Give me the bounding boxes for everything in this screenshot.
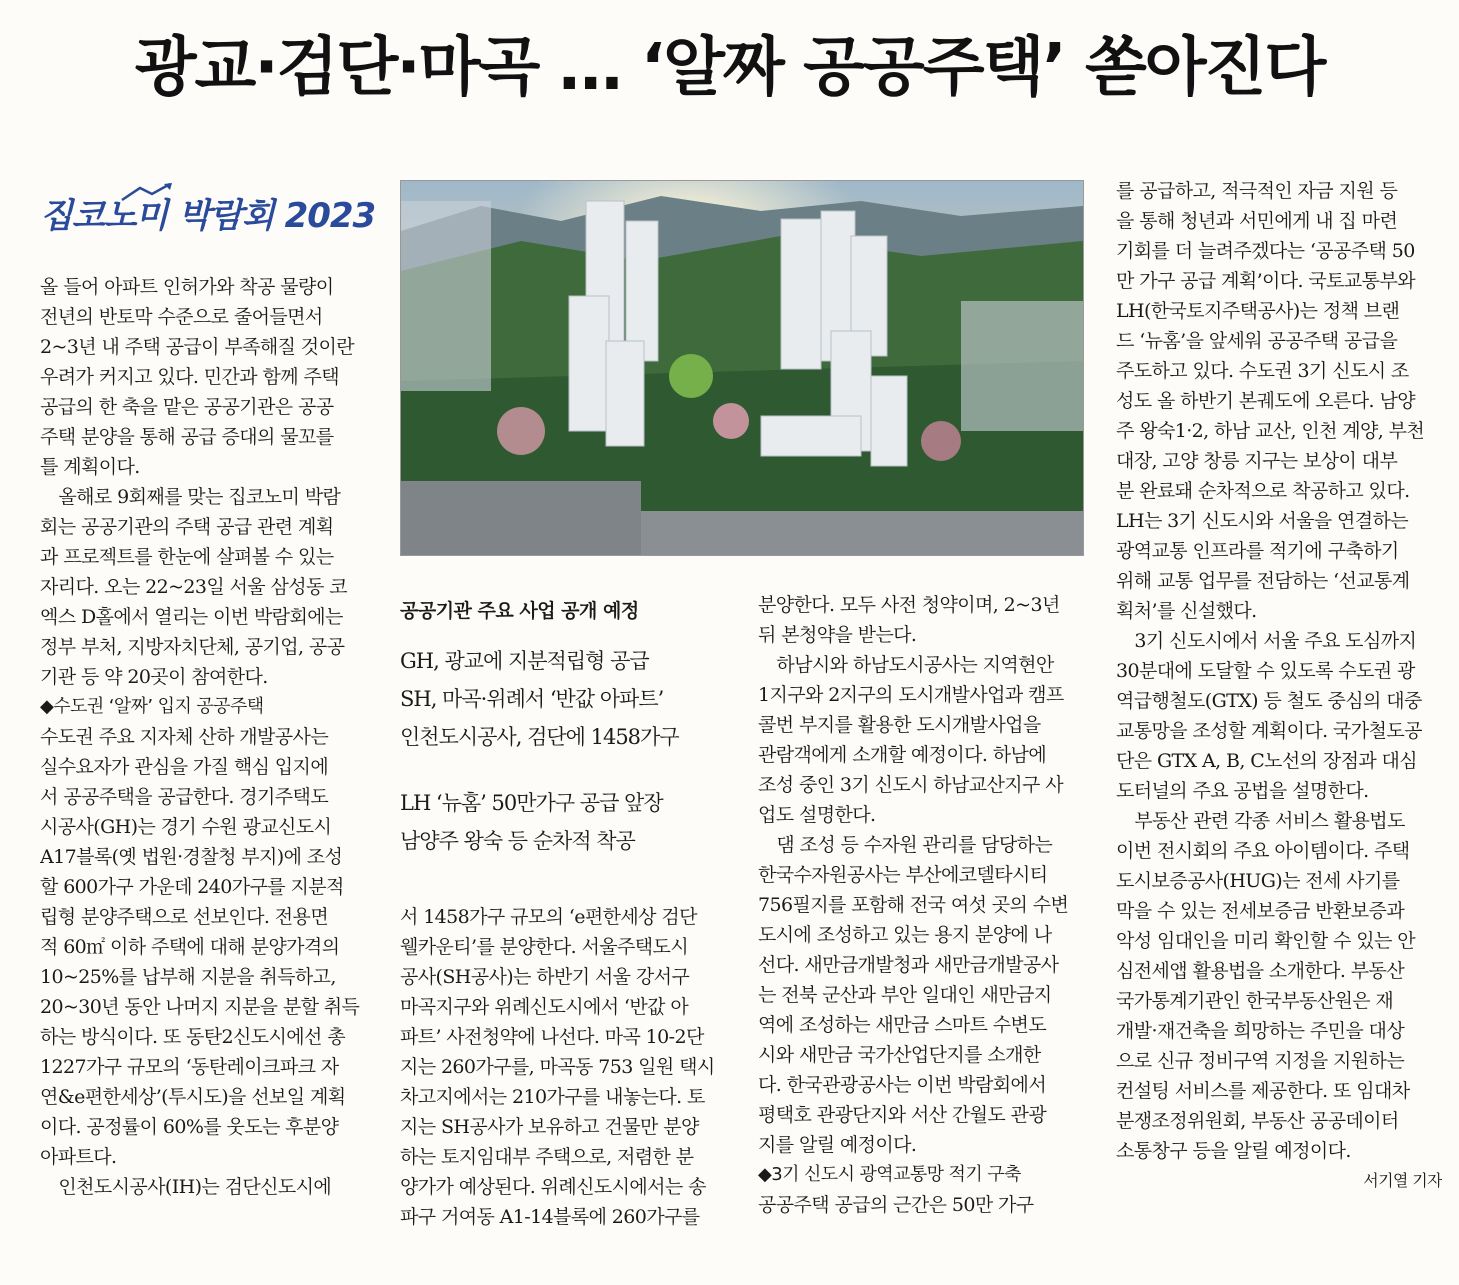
article-line: 수도권 주요 지자체 산하 개발공사는: [40, 726, 329, 748]
article-line: 역급행철도(GTX) 등 철도 중심의 대중: [1116, 690, 1422, 712]
article-line: 할 600가구 가운데 240가구를 지분적: [40, 876, 344, 898]
article-line: 주도하고 있다. 수도권 3기 신도시 조: [1116, 360, 1409, 382]
article-line: 한국수자원공사는 부산에코델타시티: [758, 864, 1048, 886]
article-line: 파트’ 사전청약에 나선다. 마곡 10-2단: [400, 1026, 704, 1048]
article-column-2: [400, 902, 728, 1232]
article-line: 틀 계획이다.: [40, 456, 140, 478]
article-line: 주택 분양을 통해 공급 증대의 물꼬를: [40, 426, 334, 448]
article-line: 선다. 새만금개발청과 새만금개발공사: [758, 954, 1059, 976]
article-line: 소통창구 등을 알릴 예정이다.: [1116, 1140, 1351, 1162]
article-line: 올 들어 아파트 인허가와 착공 물량이: [40, 276, 334, 298]
article-line: 1지구와 2지구의 도시개발사업과 캠프: [758, 684, 1064, 706]
article-line: 컨설팅 서비스를 제공한다. 또 임대차: [1116, 1080, 1410, 1102]
article-line: 을 통해 청년과 서민에게 내 집 마련: [1116, 210, 1398, 232]
article-line: 이다. 공정률이 60%를 웃도는 후분양: [40, 1116, 339, 1138]
article-line: 광역교통 인프라를 적기에 구축하기: [1116, 540, 1399, 562]
article-line: 관람객에게 소개할 예정이다. 하남에: [758, 744, 1047, 766]
article-line: 차고지에서는 210가구를 내놓는다. 토: [400, 1086, 705, 1108]
article-line: 를 공급하고, 적극적인 자금 지원 등: [1116, 180, 1398, 202]
article-line: 개발·재건축을 희망하는 주민을 대상: [1116, 1020, 1405, 1042]
article-line: 역에 조성하는 새만금 스마트 수변도: [758, 1014, 1047, 1036]
section-heading: ◆수도권 ‘알짜’ 입지 공공주택: [40, 696, 264, 717]
article-line: 기관 등 약 20곳이 참여한다.: [40, 666, 268, 688]
headline: 광교·검단·마곡 … ‘알짜 공공주택’ 쏟아진다: [134, 31, 1325, 105]
article-line: 위해 교통 업무를 전담하는 ‘선교통계: [1116, 570, 1410, 592]
article-line: 지는 SH공사가 보유하고 건물만 분양: [400, 1116, 699, 1138]
article-line: 파구 거여동 A1-14블록에 260가구를: [400, 1206, 700, 1228]
article-line: 적 60㎡ 이하 주택에 대해 분양가격의: [40, 936, 340, 958]
article-line: 아파트다.: [40, 1146, 117, 1168]
article-line: 심전세앱 활용법을 소개한다. 부동산: [1116, 960, 1405, 982]
series-logo-text: 집코노미 박람회 2023: [40, 196, 376, 236]
article-line: 주 왕숙1·2, 하남 교산, 인천 계양, 부천: [1116, 420, 1425, 442]
subhead-line: LH ‘뉴홈’ 50만가구 공급 앞장: [400, 791, 663, 815]
article-line: A17블록(옛 법원·경찰청 부지)에 조성: [40, 846, 343, 868]
article-line: 이번 전시회의 주요 아이템이다. 주택: [1116, 840, 1410, 862]
article-line: 공급의 한 축을 맡은 공공기관은 공공: [40, 396, 334, 418]
article-line: 평택호 관광단지와 서산 간월도 관광: [758, 1104, 1047, 1126]
article-line: 웰카운티’를 분양한다. 서울주택도시: [400, 936, 689, 958]
article-line: 기회를 더 늘려주겠다는 ‘공공주택 50: [1116, 240, 1415, 262]
article-line: 실수요자가 관심을 가질 핵심 입지에: [40, 756, 329, 778]
article-line: 뒤 본청약을 받는다.: [758, 624, 917, 646]
article-line: 지는 260가구를, 마곡동 753 일원 택시: [400, 1056, 715, 1078]
article-line: 악성 임대인을 미리 확인할 수 있는 안: [1116, 930, 1415, 952]
article-line: 회는 공공기관의 주택 공급 관련 계획: [40, 516, 334, 538]
subhead-line: 남양주 왕숙 등 순차적 착공: [400, 829, 635, 853]
subhead-line: SH, 마곡·위례서 ‘반값 아파트’: [400, 687, 664, 711]
article-line: 20~30년 동안 나머지 지분을 분할 취득: [40, 996, 360, 1018]
house-roof-icon: [120, 182, 180, 202]
article-line: LH는 3기 신도시와 서울을 연결하는: [1116, 510, 1409, 532]
article-line: 10~25%를 납부해 지분을 취득하고,: [40, 966, 336, 988]
article-line: 1227가구 규모의 ‘동탄레이크파크 자: [40, 1056, 339, 1078]
subheads-box: [400, 596, 740, 860]
article-column-4: [1116, 176, 1442, 1196]
article-line: 2~3년 내 주택 공급이 부족해질 것이란: [40, 336, 355, 358]
article-line: 30분대에 도달할 수 있도록 수도권 광: [1116, 660, 1415, 682]
subhead-line: 인천도시공사, 검단에 1458가구: [400, 725, 679, 749]
article-line: 756필지를 포함해 전국 여섯 곳의 수변: [758, 894, 1069, 916]
article-line: 드 ‘뉴홈’을 앞세워 공공주택 공급을: [1116, 330, 1398, 352]
article-line: 성도 올 하반기 본궤도에 오른다. 남양: [1116, 390, 1415, 412]
article-line: 양가가 예상된다. 위례신도시에서는 송: [400, 1176, 706, 1198]
article-line: 인천도시공사(IH)는 검단신도시에: [40, 1176, 332, 1198]
article-line: 과 프로젝트를 한눈에 살펴볼 수 있는: [40, 546, 334, 568]
article-line: 업도 설명한다.: [758, 804, 876, 826]
article-line: 올해로 9회째를 맞는 집코노미 박람: [40, 486, 341, 508]
article-line: 부동산 관련 각종 서비스 활용법도: [1116, 810, 1405, 832]
article-line: 국가통계기관인 한국부동산원은 재: [1116, 990, 1394, 1012]
article-column-1: [40, 272, 370, 1202]
article-line: 연&e편한세상’(투시도)을 선보일 계획: [40, 1086, 346, 1108]
article-line: 우려가 커지고 있다. 민간과 함께 주택: [40, 366, 339, 388]
article-line: 대장, 고양 창릉 지구는 보상이 대부: [1116, 450, 1398, 472]
article-line: LH(한국토지주택공사)는 정책 브랜: [1116, 300, 1400, 322]
article-line: 막을 수 있는 전세보증금 반환보증과: [1116, 900, 1405, 922]
article-line: 는 전북 군산과 부안 일대인 새만금지: [758, 984, 1052, 1006]
article-column-3: [758, 590, 1088, 1220]
article-line: 립형 분양주택으로 선보인다. 전용면: [40, 906, 329, 928]
article-line: 엑스 D홀에서 열리는 이번 박람회에는: [40, 606, 343, 628]
article-line: 지를 알릴 예정이다.: [758, 1134, 917, 1156]
series-logo: [40, 182, 376, 242]
article-line: 시공사(GH)는 경기 수원 광교신도시: [40, 816, 332, 838]
apartment-rendering-image: [400, 180, 1084, 556]
article-line: 시와 새만금 국가산업단지를 소개한: [758, 1044, 1041, 1066]
article-line: 공사(SH공사)는 하반기 서울 강서구: [400, 966, 690, 988]
article-line: 교통망을 조성할 계획이다. 국가철도공: [1116, 720, 1422, 742]
article-line: 도터널의 주요 공법을 설명한다.: [1116, 780, 1369, 802]
article-line: 3기 신도시에서 서울 주요 도심까지: [1116, 630, 1417, 652]
article-line: 마곡지구와 위례신도시에서 ‘반값 아: [400, 996, 689, 1018]
subhead-line: GH, 광교에 지분적립형 공급: [400, 649, 649, 673]
article-line: 댐 조성 등 수자원 관리를 담당하는: [758, 834, 1053, 856]
section-heading: ◆3기 신도시 광역교통망 적기 구축: [758, 1164, 1021, 1185]
article-line: 도시보증공사(HUG)는 전세 사기를: [1116, 870, 1400, 892]
article-line: 도시에 조성하고 있는 용지 분양에 나: [758, 924, 1052, 946]
article-line: 만 가구 공급 계획’이다. 국토교통부와: [1116, 270, 1415, 292]
article-line: 하는 토지임대부 주택으로, 저렴한 분: [400, 1146, 694, 1168]
article-line: 획처’를 신설했다.: [1116, 600, 1257, 622]
article-line: 단은 GTX A, B, C노선의 장점과 대심: [1116, 750, 1418, 772]
article-line: 공공주택 공급의 근간은 50만 가구: [758, 1194, 1034, 1216]
article-line: 분쟁조정위원회, 부동산 공공데이터: [1116, 1110, 1399, 1132]
article-line: 다. 한국관광공사는 이번 박람회에서: [758, 1074, 1047, 1096]
article-line: 하남시와 하남도시공사는 지역현안: [758, 654, 1054, 676]
article-line: 으로 신규 정비구역 지정을 지원하는: [1116, 1050, 1405, 1072]
article-line: 콜번 부지를 활용한 도시개발사업을: [758, 714, 1041, 736]
article-line: 자리다. 오는 22~23일 서울 삼성동 코: [40, 576, 347, 598]
article-line: 분양한다. 모두 사전 청약이며, 2~3년: [758, 594, 1060, 616]
article-line: 전년의 반토막 수준으로 줄어들면서: [40, 306, 323, 328]
byline: 서기열 기자: [1363, 1171, 1442, 1190]
article-line: 하는 방식이다. 또 동탄2신도시에선 총: [40, 1026, 345, 1048]
rendering-illustration: [401, 181, 1083, 555]
article-line: 정부 부처, 지방자치단체, 공기업, 공공: [40, 636, 345, 658]
article-line: 조성 중인 3기 신도시 하남교산지구 사: [758, 774, 1063, 796]
article-line: 서 1458가구 규모의 ‘e편한세상 검단: [400, 906, 697, 928]
article-line: 서 공공주택을 공급한다. 경기주택도: [40, 786, 329, 808]
subhead-title: 공공기관 주요 사업 공개 예정: [400, 600, 639, 622]
article-line: 분 완료돼 순차적으로 착공하고 있다.: [1116, 480, 1410, 502]
